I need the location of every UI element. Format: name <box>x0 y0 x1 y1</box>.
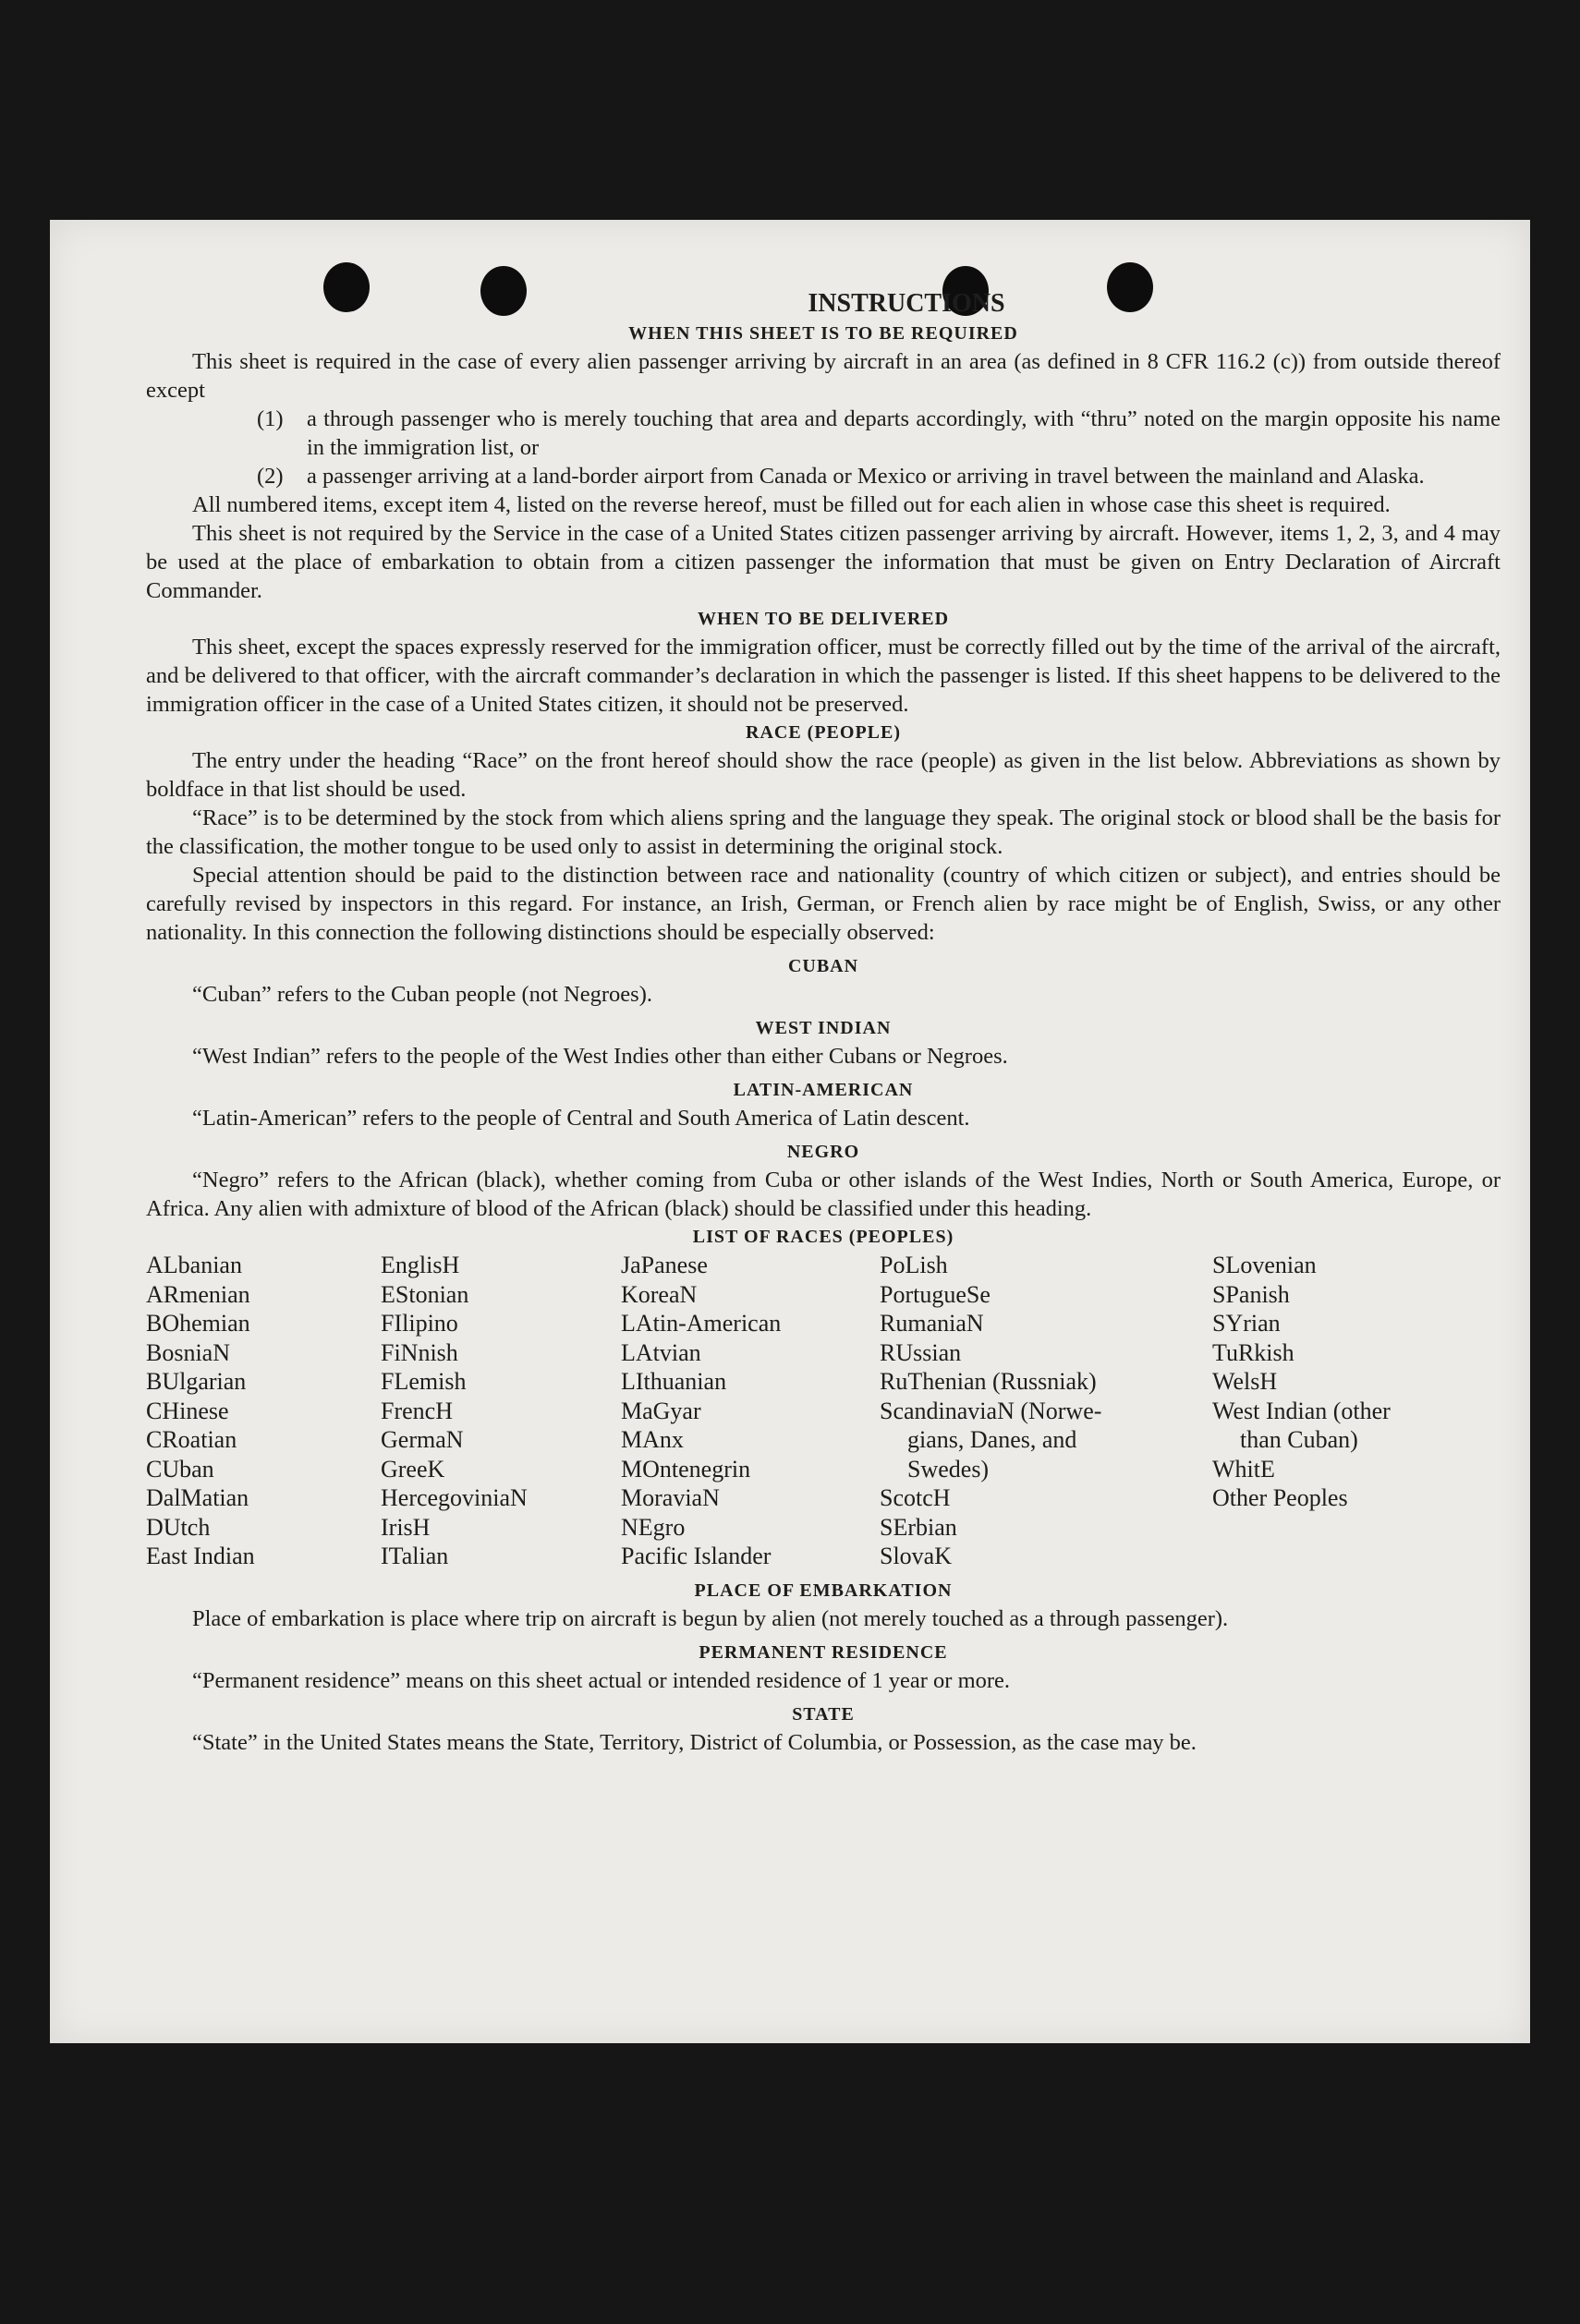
race-entry: EnglisH <box>381 1252 460 1278</box>
race-entry: SErbian <box>880 1513 957 1541</box>
race-entry: JaPanese <box>621 1252 708 1278</box>
race-entry: WelsH <box>1212 1368 1278 1395</box>
race-entry: Pacific Islander <box>621 1543 772 1569</box>
item-text: a passenger arriving at a land-border airport from Canada or Mexico or arriving in travel between the mainland and Alaska. <box>307 464 1425 489</box>
definition-state: “State” in the United States means the State, Territory, District of Columbia, or Possession, as the case may be. <box>192 1729 1197 1755</box>
race-entry: RumaniaN <box>880 1310 984 1337</box>
race-entry: BOhemian <box>146 1310 250 1337</box>
race-entry: West Indian (other <box>1212 1397 1391 1424</box>
definition-latin-american: “Latin-American” refers to the people of Central and South America of Latin descent. <box>192 1106 970 1131</box>
heading-list-of-races: LIST OF RACES (PEOPLES) <box>692 1227 954 1247</box>
heading-negro: NEGRO <box>786 1142 860 1162</box>
definition-negro: “Negro” refers to the African (black), whether coming from Cuba or other islands of the West Indies, North or South America, Europe, or Africa. Any alien with admixture of blood of the African (black) should be classified under this heading. <box>146 1168 1501 1221</box>
race-entry: HercegoviniaN <box>381 1484 528 1511</box>
race-entry: ARmenian <box>146 1280 250 1308</box>
races-table <box>146 1251 1501 1571</box>
race-entry: ITalian <box>381 1543 449 1569</box>
heading-embarkation: PLACE OF EMBARKATION <box>694 1580 953 1601</box>
race-entry: KoreaN <box>621 1280 698 1308</box>
race-entry: RUssian <box>880 1338 962 1366</box>
instructions-text <box>146 288 1501 1757</box>
heading-residence: PERMANENT RESIDENCE <box>699 1641 948 1663</box>
race-entry: LAtin-American <box>621 1310 782 1337</box>
races-column-4 <box>880 1251 1212 1571</box>
heading-state: STATE <box>792 1703 855 1725</box>
races-column-3 <box>621 1251 880 1571</box>
races-column-1 <box>146 1251 381 1571</box>
race-entry: FiNnish <box>381 1338 458 1366</box>
race-entry: CUban <box>146 1455 214 1483</box>
definition-residence: “Permanent residence” means on this sheet actual or intended residence of 1 year or more. <box>192 1667 1011 1693</box>
race-entry: TuRkish <box>1212 1338 1294 1366</box>
race-entry: FIlipino <box>381 1310 458 1337</box>
item-number: (1) <box>257 406 284 431</box>
page-title: INSTRUCTIONS <box>808 289 1005 318</box>
paragraph: All numbered items, except item 4, listed on the reverse hereof, must be filled out for each alien in whose case this sheet is required. <box>192 492 1391 517</box>
race-entry: CHinese <box>146 1397 229 1424</box>
race-entry: LIthuanian <box>621 1368 727 1395</box>
list-item <box>257 405 1501 462</box>
item-number: (2) <box>257 464 284 489</box>
race-entry: MoraviaN <box>621 1484 720 1511</box>
race-entry: East Indian <box>146 1543 255 1569</box>
heading-cuban: CUBAN <box>787 956 859 976</box>
definition-embarkation: Place of embarkation is place where trip on aircraft is begun by alien (not merely touched as a through passenger). <box>192 1605 1229 1631</box>
race-entry: Other Peoples <box>1212 1484 1348 1511</box>
race-entry: NEgro <box>621 1513 686 1541</box>
race-entry: MaGyar <box>621 1397 701 1424</box>
race-entry: FrencH <box>381 1397 453 1424</box>
race-entry: Swedes) <box>907 1455 990 1483</box>
races-column-5 <box>1212 1251 1489 1571</box>
paragraph: This sheet is not required by the Service in the case of a United States citizen passenger arriving by aircraft. However, items 1, 2, 3, and 4 may be used at the place of embarkation to obtain from a citizen passenger the information that must be given on Entry Declaration of Aircraft Commander. <box>146 521 1501 603</box>
race-entry: WhitE <box>1212 1455 1275 1483</box>
race-entry: gians, Danes, and <box>907 1426 1077 1453</box>
race-entry: GreeK <box>381 1455 445 1483</box>
race-entry: FLemish <box>381 1368 467 1395</box>
definition-west-indian: “West Indian” refers to the people of the West Indies other than either Cubans or Negroes. <box>192 1044 1008 1069</box>
race-entry: SLovenian <box>1212 1252 1317 1278</box>
heading-west-indian: WEST INDIAN <box>755 1018 892 1038</box>
heading-delivered: WHEN TO BE DELIVERED <box>697 609 950 629</box>
race-entry: SYrian <box>1212 1310 1281 1337</box>
race-entry: ScotcH <box>880 1484 951 1511</box>
race-entry: ScandinaviaN (Norwe- <box>880 1397 1102 1424</box>
race-entry: RuThenian (Russniak) <box>880 1368 1097 1395</box>
paragraph: Special attention should be paid to the distinction between race and nationality (country of which citizen or subject), and entries should be carefully revised by inspectors in this regard. For instance, an Irish, German, or French alien by race might be of English, Swiss, or any other nationality. In this connection the following distinctions should be especially observed: <box>146 863 1501 945</box>
paragraph: This sheet is required in the case of every alien passenger arriving by aircraft in an area (as defined in 8 CFR 116.2 (c)) from outside thereof except <box>146 349 1501 403</box>
document-page <box>50 220 1530 2043</box>
race-entry: DUtch <box>146 1513 211 1541</box>
race-entry: BosniaN <box>146 1338 230 1366</box>
race-entry: SlovaK <box>880 1543 952 1569</box>
race-entry: ALbanian <box>146 1252 242 1278</box>
race-entry: SPanish <box>1212 1280 1290 1308</box>
race-entry: LAtvian <box>621 1338 701 1366</box>
race-entry: CRoatian <box>146 1426 237 1453</box>
heading-race: RACE (PEOPLE) <box>746 722 901 743</box>
races-column-2 <box>381 1251 621 1571</box>
race-entry: PortugueSe <box>880 1280 991 1308</box>
race-entry: PoLish <box>880 1252 948 1278</box>
race-entry: MAnx <box>621 1426 684 1453</box>
race-entry: EStonian <box>381 1280 469 1308</box>
race-entry: DalMatian <box>146 1484 249 1511</box>
race-entry: MOntenegrin <box>621 1455 751 1483</box>
race-entry: IrisH <box>381 1513 431 1541</box>
paragraph: The entry under the heading “Race” on the front hereof should show the race (people) as given in the list below. Abbreviations as shown by boldface in that list should be used. <box>146 748 1501 802</box>
definition-cuban: “Cuban” refers to the Cuban people (not Negroes). <box>192 982 652 1007</box>
paragraph: “Race” is to be determined by the stock from which aliens spring and the language they speak. The original stock or blood shall be the basis for the classification, the mother tongue to be used only to assist in determining the original stock. <box>146 805 1501 859</box>
item-text: a through passenger who is merely touching that area and departs accordingly, with “thru” noted on the margin opposite his name in the immigration list, or <box>307 406 1501 460</box>
race-entry: than Cuban) <box>1240 1426 1358 1453</box>
heading-required: WHEN THIS SHEET IS TO BE REQUIRED <box>628 323 1018 344</box>
paragraph: This sheet, except the spaces expressly reserved for the immigration officer, must be correctly filled out by the time of the arrival of the aircraft, and be delivered to that officer, with the aircraft commander’s declaration in which the passenger is listed. If this sheet happens to be delivered to the immigration officer in the case of a United States citizen, it should not be preserved. <box>146 635 1501 717</box>
heading-latin-american: LATIN-AMERICAN <box>733 1080 914 1100</box>
race-entry: GermaN <box>381 1426 464 1453</box>
race-entry: BUlgarian <box>146 1368 247 1395</box>
list-item <box>257 462 1501 490</box>
